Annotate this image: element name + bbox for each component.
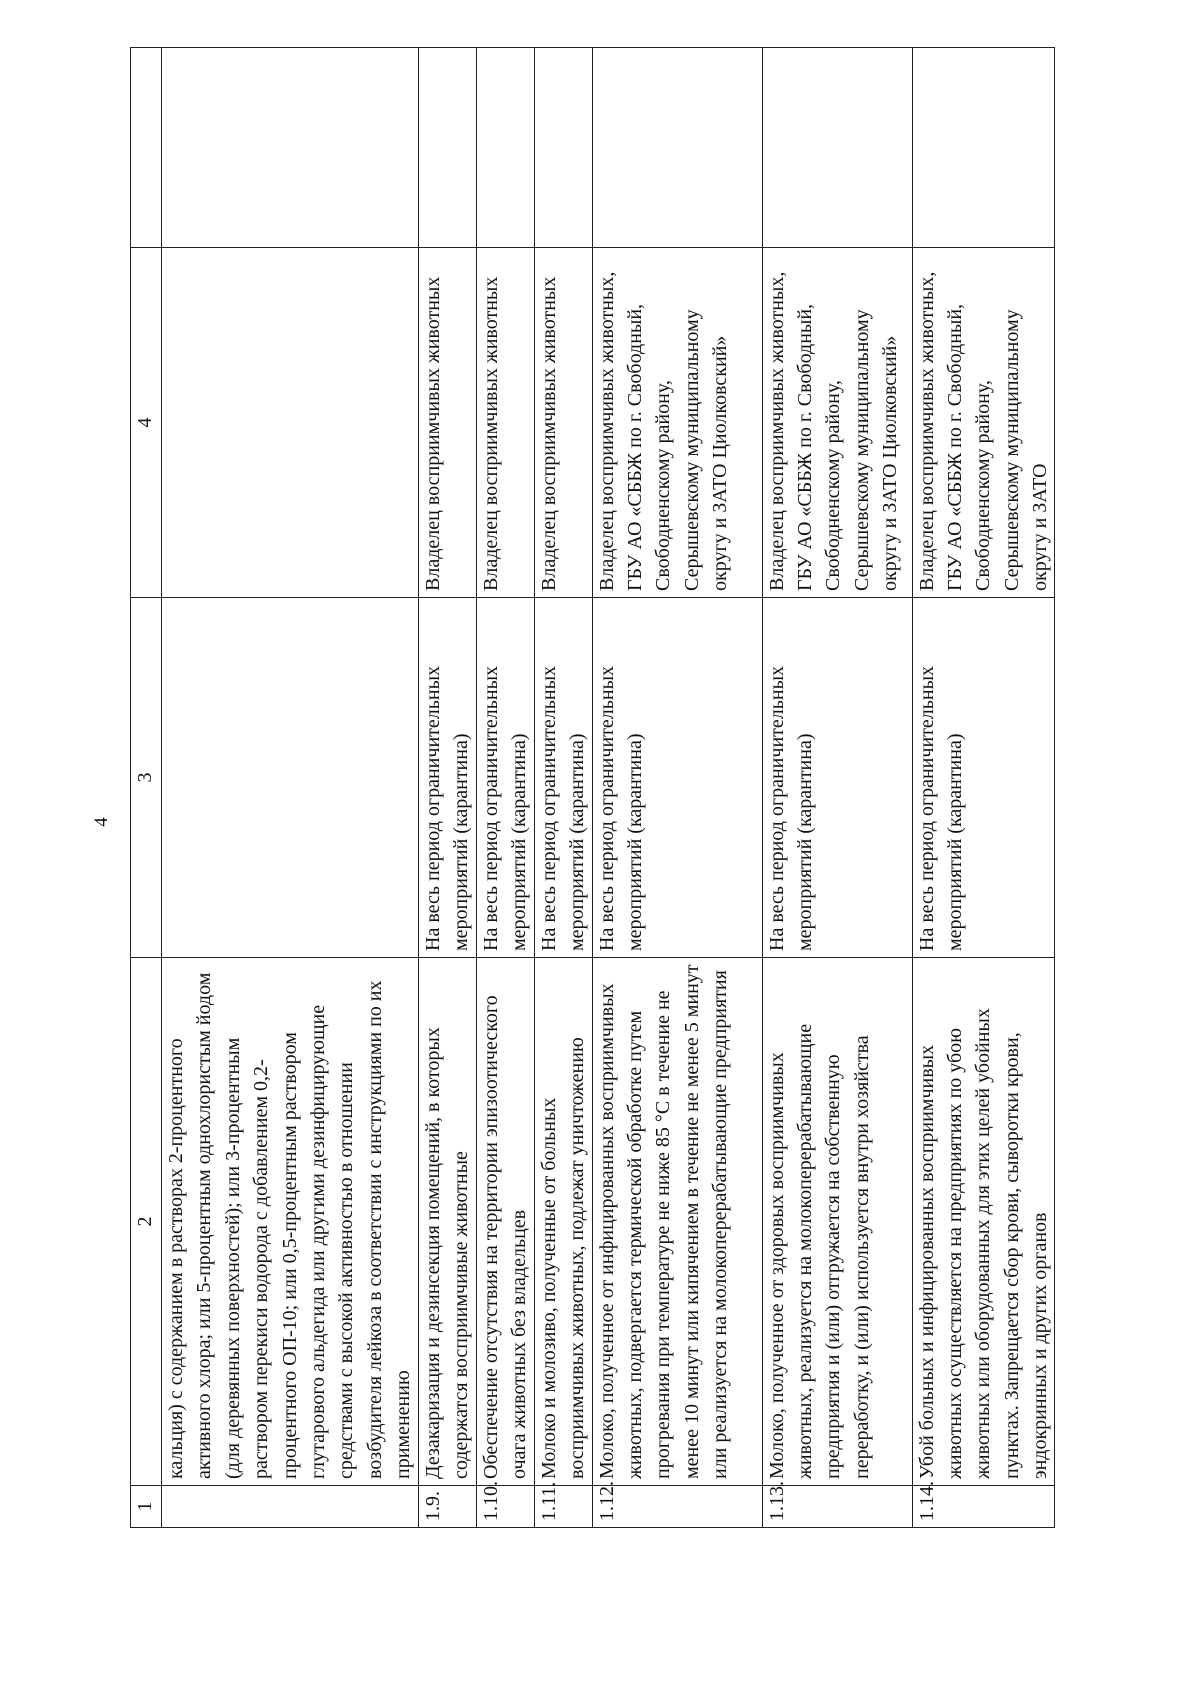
measure-cell: Убой больных и инфицированных восприимчивых животных осуществляется на предприятиях по убою животных или оборудованных для этих целей убойных пунктах. Запрещается сбор крови, сыворотки крови, эндокринных и других органов [912, 958, 1055, 1486]
rotated-table-wrapper [130, 48, 1052, 1528]
table-row [534, 48, 592, 1528]
table-row [912, 48, 1055, 1528]
header-cell [131, 48, 162, 248]
header-cell: 4 [131, 248, 162, 598]
extra-cell [762, 48, 912, 248]
extra-cell [418, 48, 476, 248]
row-number-cell: 1.14. [912, 1486, 1055, 1528]
table-header-row [131, 48, 162, 1528]
extra-cell [476, 48, 534, 248]
term-cell: На весь период ограничительных мероприятий (карантина) [534, 598, 592, 958]
term-cell: На весь период ограничительных мероприятий (карантина) [418, 598, 476, 958]
responsible-cell [162, 248, 419, 598]
term-cell: На весь период ограничительных мероприятий (карантина) [592, 598, 762, 958]
row-number-cell: 1.12. [592, 1486, 762, 1528]
responsible-cell: Владелец восприимчивых животных, ГБУ АО «СББЖ по г. Свободный, Свободненскому району, Серышевскому муниципальному округу и ЗАТО Циолковский» [762, 248, 912, 598]
table-row [476, 48, 534, 1528]
page-number: 4 [91, 817, 112, 827]
row-number-cell: 1.11. [534, 1486, 592, 1528]
responsible-cell: Владелец восприимчивых животных [418, 248, 476, 598]
responsible-cell: Владелец восприимчивых животных [476, 248, 534, 598]
responsible-cell: Владелец восприимчивых животных, ГБУ АО «СББЖ по г. Свободный, Свободненскому району, Серышевскому муниципальному округу и ЗАТО Циолковский» [592, 248, 762, 598]
table-row [162, 48, 419, 1528]
term-cell: На весь период ограничительных мероприятий (карантина) [912, 598, 1055, 958]
table-body [131, 48, 1055, 1528]
header-cell: 1 [131, 1486, 162, 1528]
measure-cell: Молоко, полученное от инфицированных восприимчивых животных, подвергается термической обработке путем прогревания при температуре не ниже 85 °С в течение не менее 10 минут или кипячением в течение не менее 5 минут или реализуется на молокоперерабатывающие предприятия [592, 958, 762, 1486]
measures-table [130, 47, 1055, 1528]
table-row [762, 48, 912, 1528]
measure-cell: Обеспечение отсутствия на территории эпизоотического очага животных без владельцев [476, 958, 534, 1486]
measure-cell: Молоко и молозиво, полученные от больных восприимчивых животных, подлежат уничтожению [534, 958, 592, 1486]
responsible-cell: Владелец восприимчивых животных, ГБУ АО «СББЖ по г. Свободный, Свободненскому району, Серышевскому муниципальному округу и ЗАТО [912, 248, 1055, 598]
row-number-cell [162, 1486, 419, 1528]
row-number-cell: 1.9. [418, 1486, 476, 1528]
term-cell: На весь период ограничительных мероприятий (карантина) [762, 598, 912, 958]
extra-cell [534, 48, 592, 248]
row-number-cell: 1.10. [476, 1486, 534, 1528]
extra-cell [162, 48, 419, 248]
term-cell [162, 598, 419, 958]
header-cell: 3 [131, 598, 162, 958]
extra-cell [912, 48, 1055, 248]
measure-cell: Дезакаризация и дезинсекция помещений, в которых содержатся восприимчивые животные [418, 958, 476, 1486]
measure-cell: Молоко, полученное от здоровых восприимчивых животных, реализуется на молокоперерабатывающие предприятия и (или) отгружается на собственную переработку, и (или) используется внутри хозяйства [762, 958, 912, 1486]
table-row [592, 48, 762, 1528]
header-cell: 2 [131, 958, 162, 1486]
extra-cell [592, 48, 762, 248]
term-cell: На весь период ограничительных мероприятий (карантина) [476, 598, 534, 958]
row-number-cell: 1.13. [762, 1486, 912, 1528]
measure-cell: кальция) с содержанием в растворах 2-процентного активного хлора; или 5-процентным однохлористым йодом (для деревянных поверхностей); или 3-процентным раствором перекиси водорода с добавлением 0,2-процентного ОП-10; или 0,5-процентным раствором глутарового альдегида или другими дезинфицирующие средствами с высокой активностью в отношении возбудителя лейкоза в соответствии с инструкциями по их применению [162, 958, 419, 1486]
responsible-cell: Владелец восприимчивых животных [534, 248, 592, 598]
table-row [418, 48, 476, 1528]
